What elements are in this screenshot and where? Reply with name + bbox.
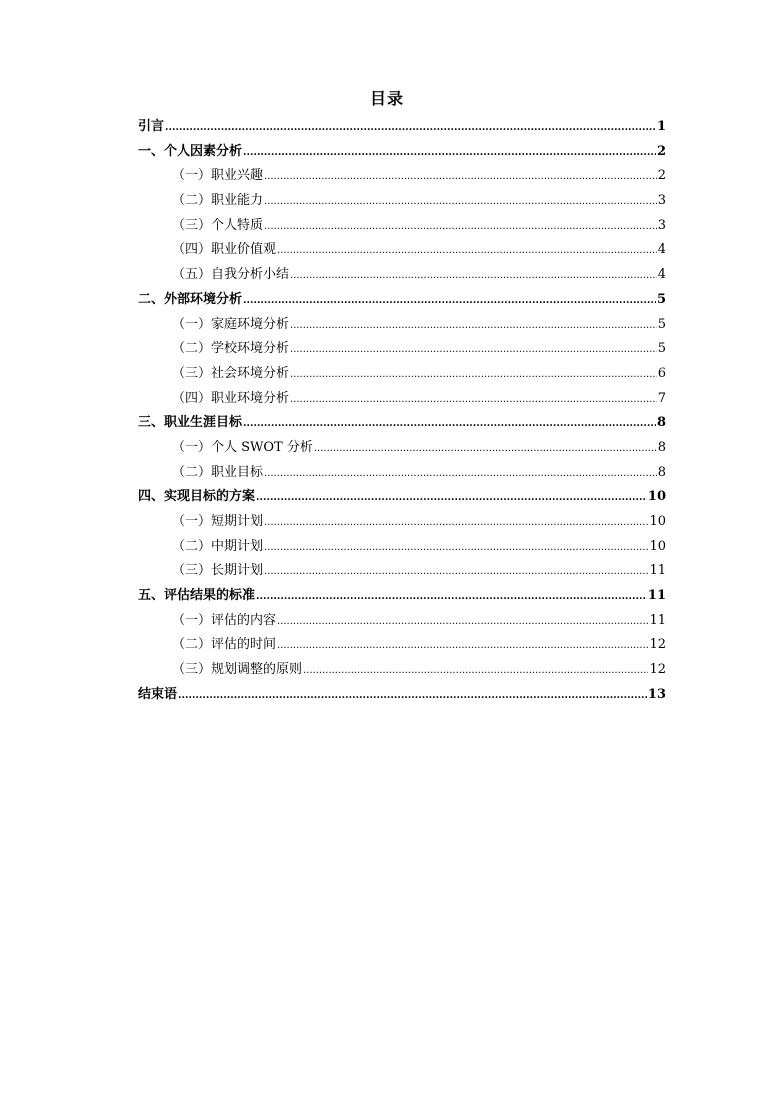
toc-page-number: 8 <box>657 439 666 455</box>
toc-section-entry[interactable] <box>138 559 666 584</box>
toc-section-entry[interactable] <box>138 461 666 486</box>
toc-entry-title: （五）自我分析小结 <box>172 267 290 283</box>
toc-page-number: 5 <box>657 341 666 357</box>
page-title: 目录 <box>369 89 404 108</box>
toc-dot-leader <box>264 461 657 486</box>
toc-dot-leader <box>290 362 657 387</box>
toc-dot-leader <box>264 164 657 189</box>
toc-entry-title: 一、个人因素分析 <box>138 143 243 159</box>
toc-dot-leader <box>264 189 657 214</box>
toc-entry-title: 引言 <box>138 119 165 134</box>
toc-section-entry[interactable] <box>138 362 666 387</box>
toc-entry-title: （四）职业环境分析 <box>172 390 290 406</box>
toc-entry-title: （三）长期计划 <box>172 563 264 579</box>
toc-entry-title: （三）规划调整的原则 <box>172 662 303 678</box>
toc-page-number: 11 <box>649 612 666 628</box>
toc-dot-leader <box>264 510 648 535</box>
toc-section-entry[interactable] <box>138 609 666 634</box>
toc-dot-leader <box>256 584 647 609</box>
toc-entry-title: （二）职业目标 <box>172 464 264 480</box>
toc-entry-title: 结束语 <box>138 686 178 702</box>
toc-chapter-entry[interactable] <box>138 140 666 165</box>
toc-entry-title: （一）个人 SWOT 分析 <box>172 439 313 455</box>
toc-dot-leader <box>165 115 656 140</box>
toc-dot-leader <box>264 535 648 560</box>
toc-section-entry[interactable] <box>138 214 666 239</box>
toc-section-entry[interactable] <box>138 337 666 362</box>
toc-chapter-entry[interactable] <box>138 584 666 609</box>
toc-page-number: 2 <box>656 143 666 159</box>
toc-page-number: 13 <box>647 686 666 702</box>
toc-page-number: 11 <box>649 563 666 579</box>
toc-section-entry[interactable] <box>138 313 666 338</box>
toc-section-entry[interactable] <box>138 658 666 683</box>
toc-entry-title: 四、实现目标的方案 <box>138 489 256 505</box>
toc-dot-leader <box>290 263 657 288</box>
toc-entry-title: （二）中期计划 <box>172 538 264 554</box>
toc-chapter-entry[interactable] <box>138 683 666 708</box>
toc-page-number: 12 <box>649 637 666 653</box>
toc-chapter-entry[interactable] <box>138 485 666 510</box>
toc-entry-title: （二）学校环境分析 <box>172 341 290 357</box>
toc-entry-title: 五、评估结果的标准 <box>138 588 256 604</box>
toc-section-entry[interactable] <box>138 263 666 288</box>
toc-section-entry[interactable] <box>138 535 666 560</box>
table-of-contents <box>138 115 666 708</box>
toc-entry-title: （一）短期计划 <box>172 514 264 529</box>
toc-chapter-entry[interactable] <box>138 411 666 436</box>
toc-chapter-entry[interactable] <box>138 288 666 313</box>
toc-dot-leader <box>277 609 648 634</box>
toc-page-number: 2 <box>657 168 666 184</box>
toc-page-number: 11 <box>647 588 666 604</box>
toc-dot-leader <box>290 313 657 338</box>
toc-page-number: 4 <box>657 242 666 258</box>
toc-page-number: 8 <box>657 464 666 480</box>
toc-page-number: 10 <box>649 514 666 529</box>
toc-dot-leader <box>264 559 648 584</box>
toc-dot-leader <box>264 214 657 239</box>
toc-dot-leader <box>277 238 657 263</box>
toc-chapter-entry[interactable] <box>138 115 666 140</box>
toc-entry-title: 三、职业生涯目标 <box>138 415 243 431</box>
toc-page-number: 3 <box>657 217 666 233</box>
toc-page-number: 6 <box>657 365 666 381</box>
toc-section-entry[interactable] <box>138 164 666 189</box>
toc-page-number: 12 <box>649 662 666 678</box>
toc-dot-leader <box>178 683 647 708</box>
toc-entry-title: （一）家庭环境分析 <box>172 316 290 332</box>
toc-section-entry[interactable] <box>138 436 666 461</box>
toc-page-number: 8 <box>656 415 666 431</box>
toc-dot-leader <box>314 436 657 461</box>
toc-entry-title: （二）评估的时间 <box>172 637 277 653</box>
toc-dot-leader <box>243 288 656 313</box>
toc-dot-leader <box>256 485 647 510</box>
toc-entry-title: （二）职业能力 <box>172 193 264 209</box>
toc-page-number: 10 <box>647 489 666 505</box>
toc-entry-title: （一）职业兴趣 <box>172 168 264 184</box>
toc-entry-title: （一）评估的内容 <box>172 612 277 628</box>
toc-page-number: 7 <box>657 390 666 406</box>
toc-entry-title: 二、外部环境分析 <box>138 291 243 307</box>
toc-dot-leader <box>243 411 656 436</box>
toc-dot-leader <box>290 387 657 412</box>
toc-section-entry[interactable] <box>138 189 666 214</box>
toc-section-entry[interactable] <box>138 238 666 263</box>
toc-page-number: 3 <box>657 193 666 209</box>
toc-page-number: 10 <box>649 538 666 554</box>
toc-entry-title: （四）职业价值观 <box>172 242 277 258</box>
toc-page-number: 5 <box>657 316 666 332</box>
toc-page-number: 4 <box>657 267 666 283</box>
toc-dot-leader <box>243 140 656 165</box>
toc-entry-title: （三）社会环境分析 <box>172 365 290 381</box>
toc-section-entry[interactable] <box>138 387 666 412</box>
toc-section-entry[interactable] <box>138 510 666 535</box>
toc-dot-leader <box>303 658 648 683</box>
toc-page-number: 5 <box>656 291 666 307</box>
toc-dot-leader <box>277 633 648 658</box>
toc-dot-leader <box>290 337 657 362</box>
toc-section-entry[interactable] <box>138 633 666 658</box>
toc-page-number: 1 <box>656 119 666 134</box>
toc-entry-title: （三）个人特质 <box>172 217 264 233</box>
